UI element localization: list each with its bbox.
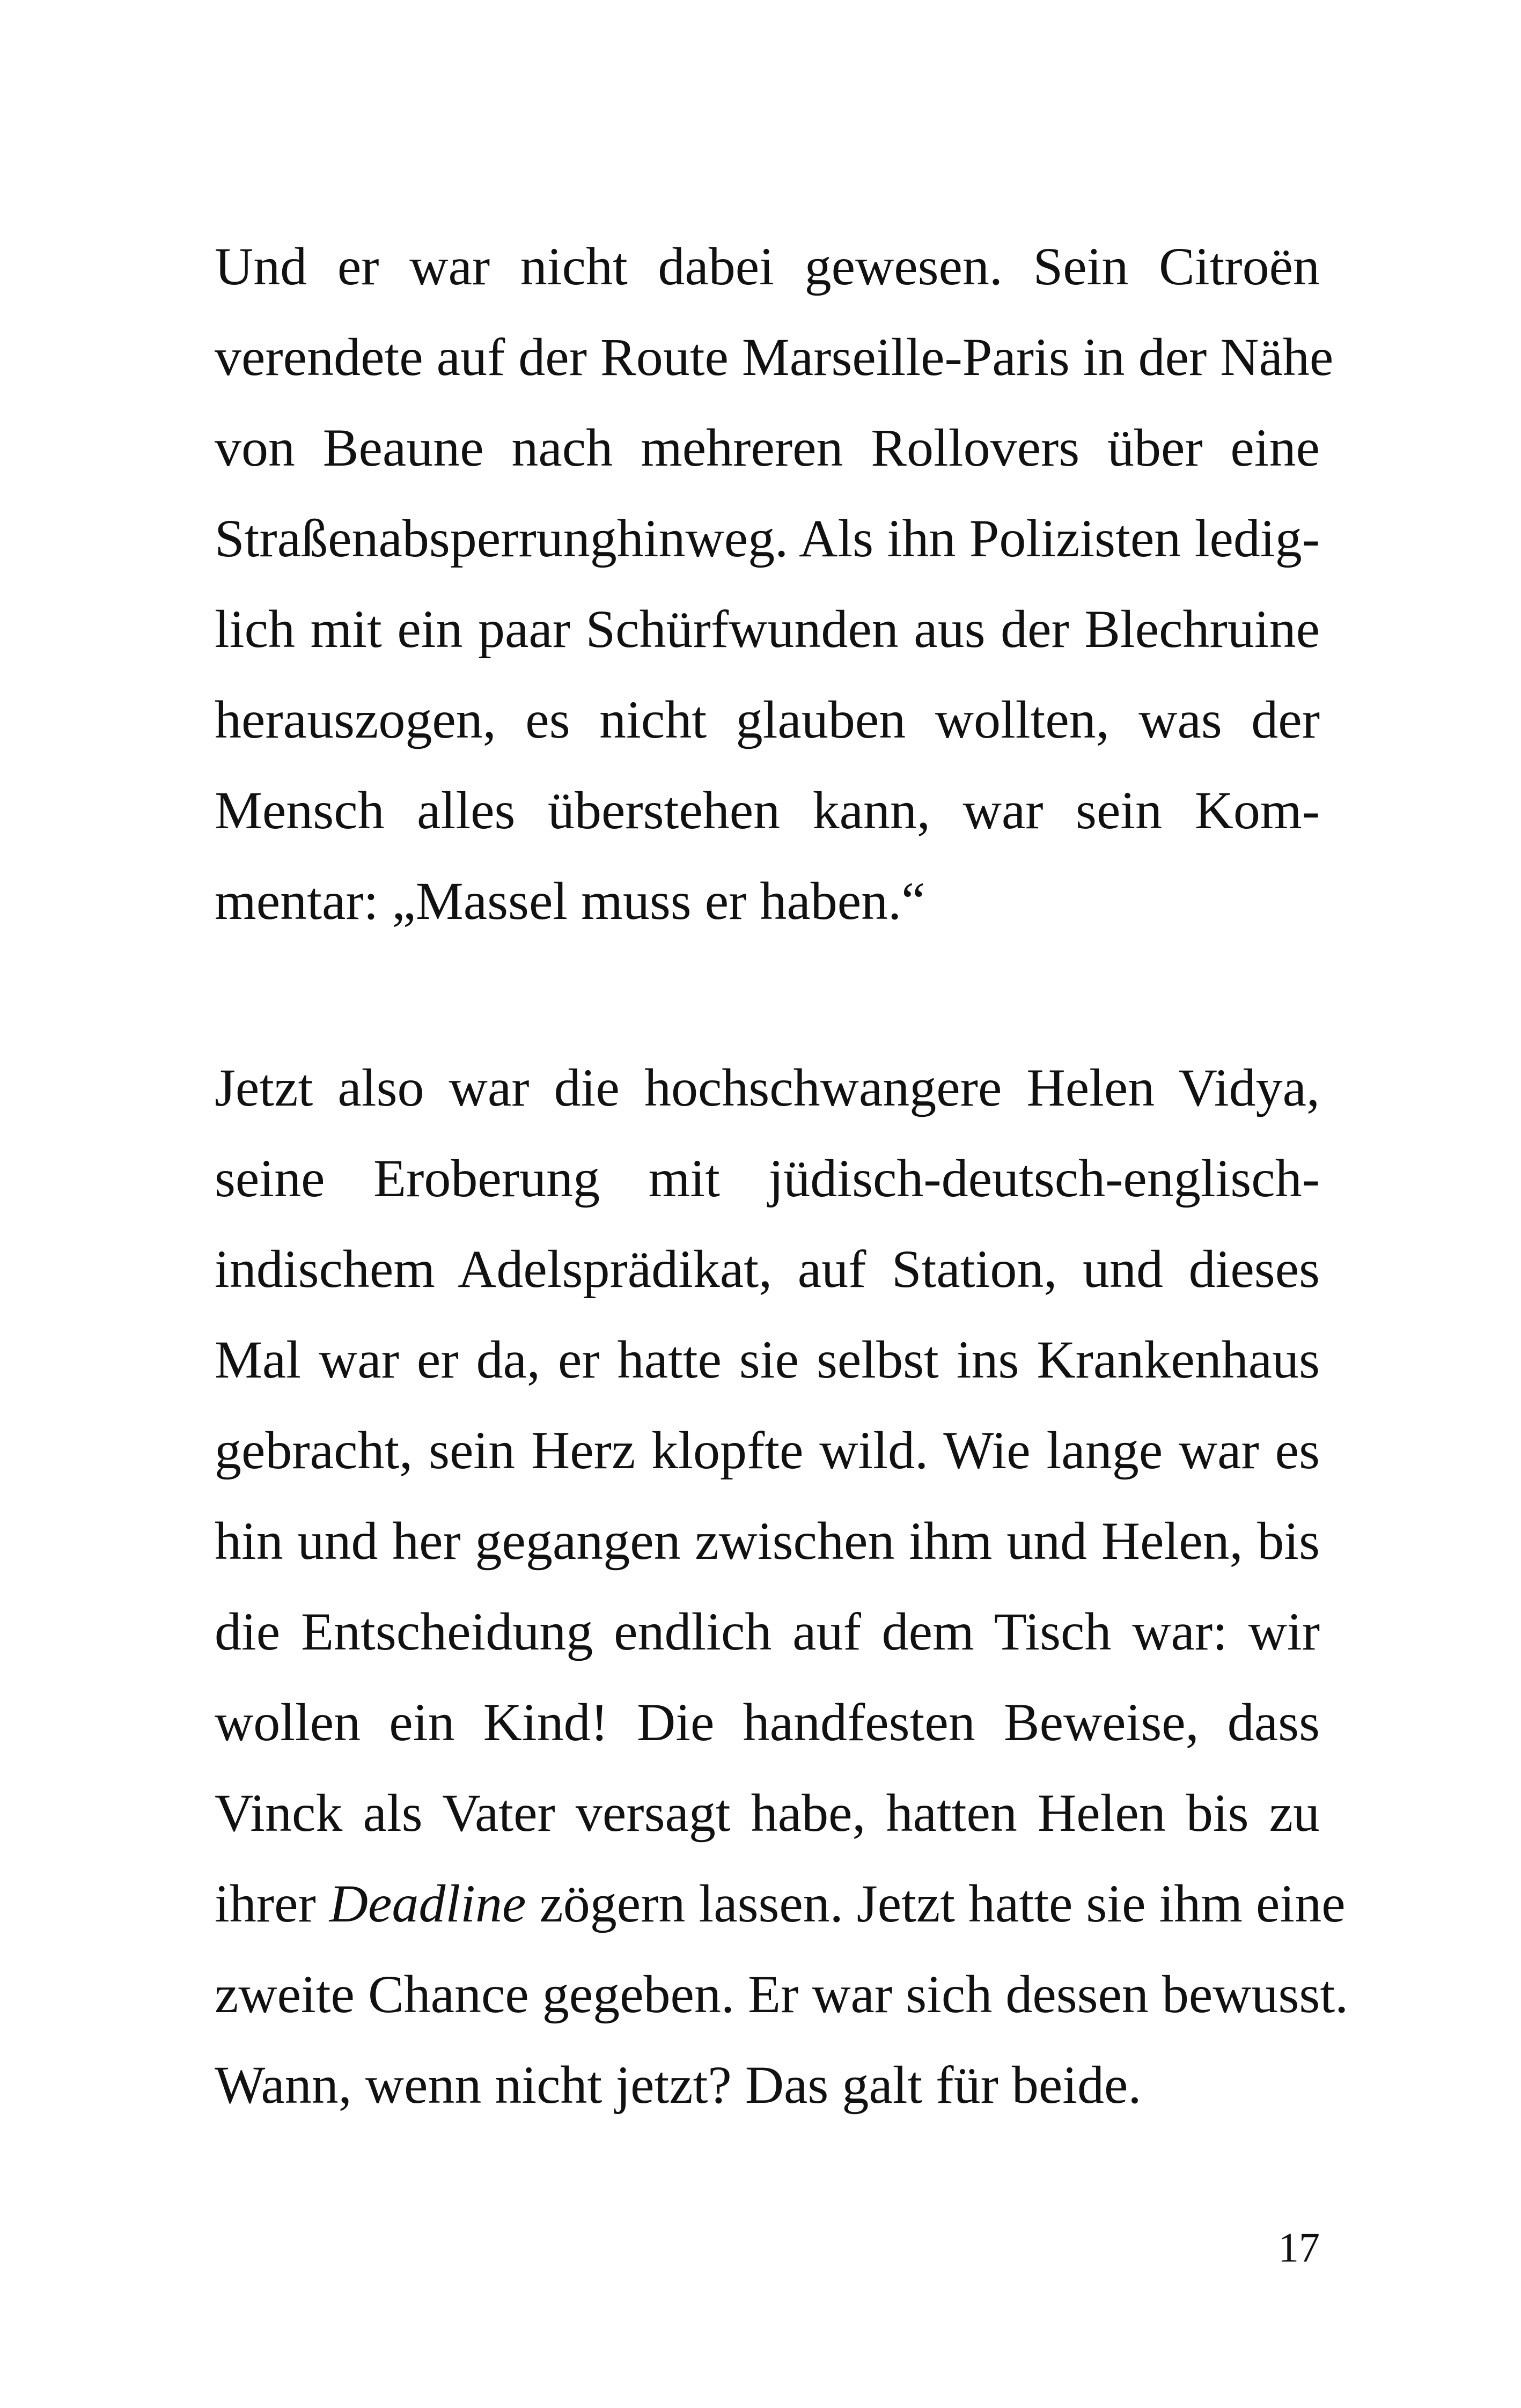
paragraph-line-with-emphasis [215,1858,1346,1949]
paragraph-line: hin und her gegangen zwischen ihm und Helen, bis [215,1511,1320,1571]
paragraph-2 [215,1042,1349,2130]
paragraph-line: lich mit ein paar Schürfwunden aus der Blechruine [215,599,1320,659]
page-number: 17 [1278,2224,1320,2271]
paragraph-line: verendete auf der Route Marseille-Paris in der Nähe [215,327,1334,387]
paragraph-line: gebracht, sein Herz klopfte wild. Wie lange war es [215,1420,1320,1480]
paragraph-line: Vinck als Vater versagt habe, hatten Helen bis zu [215,1783,1320,1843]
line-text-before: ihrer [215,1874,329,1933]
paragraph-line: herauszogen, es nicht glauben wollten, was der [215,690,1320,749]
paragraph-line: seine Eroberung mit jüdisch-deutsch-englisch- [215,1148,1320,1208]
paragraph-line: Jetzt also war die hochschwangere Helen Vidya, [215,1058,1320,1117]
paragraph-line: die Entscheidung endlich auf dem Tisch war: wir [215,1602,1320,1661]
paragraph-line: Mal war er da, er hatte sie selbst ins Krankenhaus [215,1330,1320,1389]
paragraph-line: Wann, wenn nicht jetzt? Das galt für beide. [215,2055,1142,2115]
paragraph-1 [215,221,1334,946]
paragraph-line: von Beaune nach mehreren Rollovers über eine [215,418,1320,477]
paragraph-line: Und er war nicht dabei gewesen. Sein Citroën [215,237,1320,296]
emphasized-word: Deadline [329,1874,526,1933]
paragraph-line: Straßenabsperrunghinweg. Als ihn Polizisten ledig- [215,509,1320,568]
paragraph-line: zweite Chance gegeben. Er war sich dessen bewusst. [215,1964,1349,2024]
paragraph-line: indischem Adelsprädikat, auf Station, und dieses [215,1239,1320,1299]
paragraph-line: wollen ein Kind! Die handfesten Beweise, dass [215,1692,1320,1752]
paragraph-line: mentar: „Massel muss er haben.“ [215,871,925,931]
line-text-after: zögern lassen. Jetzt hatte sie ihm eine [526,1874,1346,1933]
paragraph-line: Mensch alles überstehen kann, war sein Kom- [215,780,1320,840]
